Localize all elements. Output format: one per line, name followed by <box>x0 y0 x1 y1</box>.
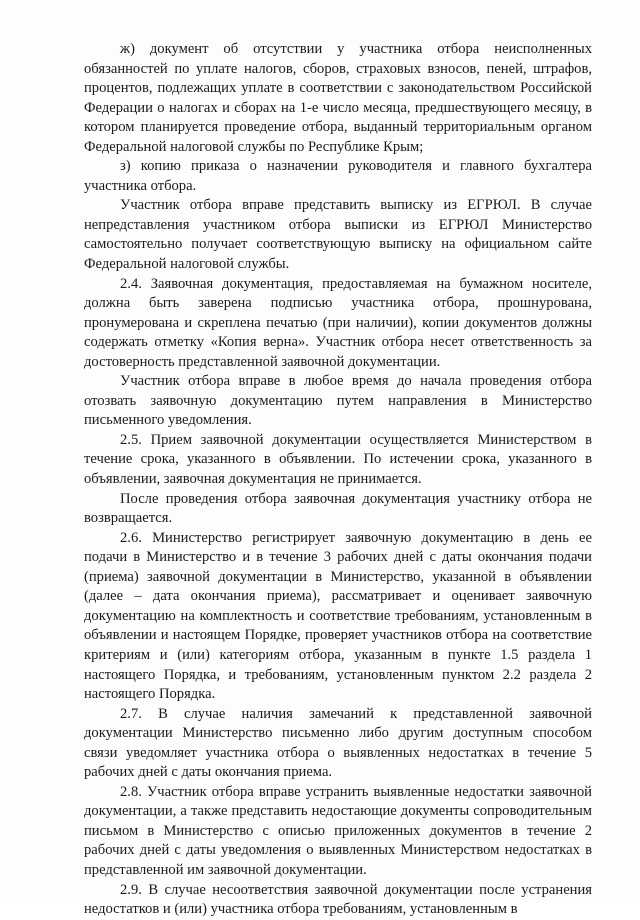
paragraph-2-6: 2.6. Министерство регистрирует заявочную документацию в день ее подачи в Министерство и в течение 3 рабочих дней с даты окончания подачи (приема) заявочной документации в Министерство, указанной в объявлении (далее – дата окончания приема), рассматривает и оценивает заявочную документацию на комплектность и соответствие требованиям, установленным в объявлении и настоящем Порядке, проверяет участников отбора на соответствие критериям и (или) категориям отбора, указанным в пункте 1.5 раздела 1 настоящего Порядка, и требованиям, установленным пунктом 2.2 раздела 2 настоящего Порядка. <box>84 529 592 703</box>
paragraph-no-return: После проведения отбора заявочная документация участнику отбора не возвращается. <box>84 490 592 527</box>
paragraph-2-7: 2.7. В случае наличия замечаний к представленной заявочной документации Министерство письменно либо другим доступным способом связи уведомляет участника отбора о выявленных недостатках в течение 5 рабочих дней с даты окончания приема. <box>84 705 592 781</box>
paragraph-2-5: 2.5. Прием заявочной документации осуществляется Министерством в течение срока, указанного в объявлении. По истечении срока, указанного в объявлении, заявочная документация не принимается. <box>84 431 592 488</box>
paragraph-withdrawal: Участник отбора вправе в любое время до начала проведения отбора отозвать заявочную документацию путем направления в Министерство письменного уведомления. <box>84 373 592 429</box>
document-body <box>84 40 592 920</box>
paragraph-2-9: 2.9. В случае несоответствия заявочной документации после устранения недостатков и (или) участника отбора требованиям, установленным в <box>84 881 592 918</box>
paragraph-item-z: з) копию приказа о назначении руководителя и главного бухгалтера участника отбора. <box>84 158 592 194</box>
paragraph-item-zh: ж) документ об отсутствии у участника отбора неисполненных обязанностей по уплате налогов, сборов, страховых взносов, пеней, штрафов, процентов, подлежащих уплате в соответствии с законодательством Российской Федерации о налогах и сборах на 1-е число месяца, предшествующего месяцу, в котором планируется проведение отбора, выданный территориальным органом Федеральной налоговой службы по Республике Крым; <box>84 41 592 155</box>
paragraph-2-8: 2.8. Участник отбора вправе устранить выявленные недостатки заявочной документации, а также представить недостающие документы сопроводительным письмом в Министерство с описью приложенных документов в течение 2 рабочих дней с даты уведомления о выявленных Министерством недостатках в представленной им заявочной документации. <box>84 783 592 878</box>
paragraph-egrul-extract: Участник отбора вправе представить выписку из ЕГРЮЛ. В случае непредставления участником отбора выписки из ЕГРЮЛ Министерство самостоятельно получает соответствующую выписку на официальном сайте Федеральной налоговой службы. <box>84 197 592 273</box>
paragraph-2-4: 2.4. Заявочная документация, предоставляемая на бумажном носителе, должна быть заверена подписью участника отбора, прошнурована, пронумерована и скреплена печатью (при наличии), копии документов должны содержать отметку «Копия верна». Участник отбора несет ответственность за достоверность представленной заявочной документации. <box>84 275 592 370</box>
